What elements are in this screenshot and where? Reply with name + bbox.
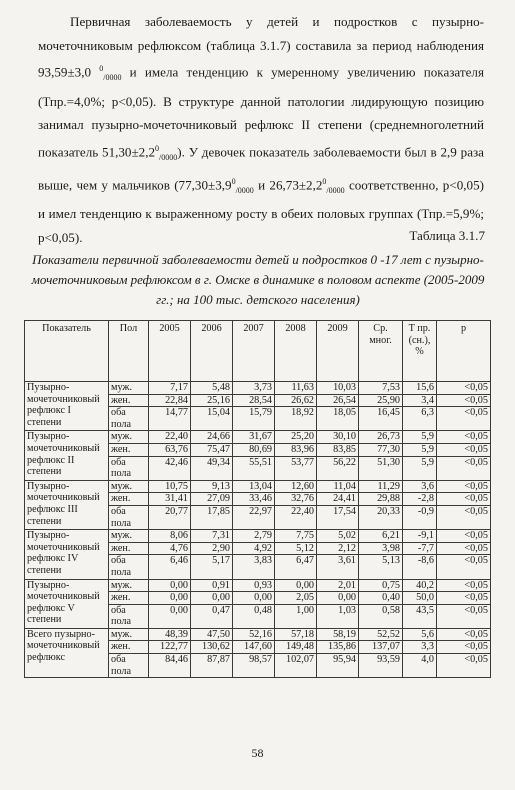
sex-cell: оба пола bbox=[109, 555, 149, 579]
value-cell: 0,91 bbox=[191, 579, 233, 592]
value-cell: <0,05 bbox=[437, 505, 491, 529]
unit-sub: /0000 bbox=[326, 185, 345, 195]
value-cell: 6,3 bbox=[403, 407, 437, 431]
value-cell: 11,63 bbox=[275, 382, 317, 395]
value-cell: 3,61 bbox=[317, 555, 359, 579]
table-caption: Таблица 3.1.7 bbox=[409, 228, 485, 243]
value-cell: 55,51 bbox=[233, 456, 275, 480]
value-cell: 9,13 bbox=[191, 480, 233, 493]
value-cell: 2,90 bbox=[191, 542, 233, 555]
unit-sup: 0 bbox=[99, 64, 104, 74]
sex-cell: оба пола bbox=[109, 407, 149, 431]
value-cell: -2,8 bbox=[403, 493, 437, 506]
value-cell: 30,10 bbox=[317, 431, 359, 444]
indicator-cell: Пузырно-мочеточниковый рефлюкс V степени bbox=[25, 579, 109, 628]
value-cell: <0,05 bbox=[437, 456, 491, 480]
indicator-cell: Пузырно-мочеточниковый рефлюкс III степени bbox=[25, 480, 109, 529]
value-cell: 17,85 bbox=[191, 505, 233, 529]
value-cell: 22,97 bbox=[233, 505, 275, 529]
table-row bbox=[25, 431, 491, 444]
sex-cell: жен. bbox=[109, 493, 149, 506]
paragraph-text-2: и имела тенденцию к умеренному увеличению показателя (Тпр.=4,0%; p<0,05). В структуре данной патологии лидирующую позицию занимал пузырно-мочеточниковый рефлюкс II степени (среднемноголетний показатель 51,30±2,2 bbox=[38, 64, 484, 160]
value-cell: 57,18 bbox=[275, 628, 317, 641]
sex-cell: муж. bbox=[109, 382, 149, 395]
value-cell: 52,16 bbox=[233, 628, 275, 641]
value-cell: 29,88 bbox=[359, 493, 403, 506]
value-cell: 4,0 bbox=[403, 654, 437, 678]
value-cell: 0,75 bbox=[359, 579, 403, 592]
header-cell: 2006 bbox=[191, 321, 233, 382]
value-cell: 84,46 bbox=[149, 654, 191, 678]
indicator-cell: Пузырно-мочеточниковый рефлюкс II степени bbox=[25, 431, 109, 480]
value-cell: 83,85 bbox=[317, 443, 359, 456]
header-cell: 2005 bbox=[149, 321, 191, 382]
header-cell: p bbox=[437, 321, 491, 382]
unit-sup: 0 bbox=[231, 176, 236, 186]
paragraph-text-1: Первичная заболеваемость у детей и подростков с пузырно-мочеточниковым рефлюксом (таблица 3.1.7) составила за период наблюдения 93,59±3,0 bbox=[38, 14, 484, 80]
value-cell: 25,90 bbox=[359, 394, 403, 407]
value-cell: 10,03 bbox=[317, 382, 359, 395]
value-cell: 8,06 bbox=[149, 530, 191, 543]
header-cell: 2008 bbox=[275, 321, 317, 382]
sex-cell: муж. bbox=[109, 579, 149, 592]
value-cell: 7,53 bbox=[359, 382, 403, 395]
value-cell: 14,77 bbox=[149, 407, 191, 431]
indicator-cell: Пузырно-мочеточниковый рефлюкс I степени bbox=[25, 382, 109, 431]
data-table bbox=[24, 320, 491, 678]
value-cell: 20,33 bbox=[359, 505, 403, 529]
value-cell: <0,05 bbox=[437, 407, 491, 431]
value-cell: 5,12 bbox=[275, 542, 317, 555]
value-cell: <0,05 bbox=[437, 604, 491, 628]
value-cell: 0,00 bbox=[317, 592, 359, 605]
table-row bbox=[25, 382, 491, 395]
value-cell: 1,03 bbox=[317, 604, 359, 628]
value-cell: 31,41 bbox=[149, 493, 191, 506]
value-cell: 4,76 bbox=[149, 542, 191, 555]
sex-cell: муж. bbox=[109, 480, 149, 493]
sex-cell: жен. bbox=[109, 394, 149, 407]
value-cell: 147,60 bbox=[233, 641, 275, 654]
value-cell: -7,7 bbox=[403, 542, 437, 555]
value-cell: 0,00 bbox=[149, 579, 191, 592]
value-cell: 17,54 bbox=[317, 505, 359, 529]
value-cell: <0,05 bbox=[437, 654, 491, 678]
table-row bbox=[25, 530, 491, 543]
value-cell: 51,30 bbox=[359, 456, 403, 480]
value-cell: 7,31 bbox=[191, 530, 233, 543]
value-cell: 20,77 bbox=[149, 505, 191, 529]
value-cell: 53,77 bbox=[275, 456, 317, 480]
value-cell: -0,9 bbox=[403, 505, 437, 529]
value-cell: 2,12 bbox=[317, 542, 359, 555]
table-row bbox=[25, 480, 491, 493]
sex-cell: муж. bbox=[109, 431, 149, 444]
value-cell: 52,52 bbox=[359, 628, 403, 641]
value-cell: 43,5 bbox=[403, 604, 437, 628]
value-cell: 31,67 bbox=[233, 431, 275, 444]
value-cell: 11,29 bbox=[359, 480, 403, 493]
unit-sub: /0000 bbox=[159, 152, 178, 162]
value-cell: <0,05 bbox=[437, 592, 491, 605]
value-cell: 5,13 bbox=[359, 555, 403, 579]
sex-cell: жен. bbox=[109, 542, 149, 555]
value-cell: 27,09 bbox=[191, 493, 233, 506]
header-cell: Пол bbox=[109, 321, 149, 382]
value-cell: 77,30 bbox=[359, 443, 403, 456]
value-cell: 6,21 bbox=[359, 530, 403, 543]
value-cell: 0,93 bbox=[233, 579, 275, 592]
value-cell: 48,39 bbox=[149, 628, 191, 641]
table-header-row bbox=[25, 321, 491, 382]
value-cell: -8,6 bbox=[403, 555, 437, 579]
value-cell: 87,87 bbox=[191, 654, 233, 678]
value-cell: 25,16 bbox=[191, 394, 233, 407]
value-cell: 49,34 bbox=[191, 456, 233, 480]
indicator-cell: Всего пузырно-мочеточниковый рефлюкс bbox=[25, 628, 109, 677]
sex-cell: оба пола bbox=[109, 604, 149, 628]
value-cell: 58,19 bbox=[317, 628, 359, 641]
value-cell: <0,05 bbox=[437, 530, 491, 543]
header-cell: Показатель bbox=[25, 321, 109, 382]
sex-cell: жен. bbox=[109, 592, 149, 605]
sex-cell: муж. bbox=[109, 530, 149, 543]
value-cell: 15,79 bbox=[233, 407, 275, 431]
value-cell: 0,40 bbox=[359, 592, 403, 605]
value-cell: <0,05 bbox=[437, 394, 491, 407]
value-cell: 28,54 bbox=[233, 394, 275, 407]
paragraph-text-5: соответственно, p<0,05) и имел тенденцию к выраженному росту в обеих половых группах (Тпр.=5,9%; p<0,05). bbox=[38, 176, 484, 245]
table-title: Показатели первичной заболеваемости детей и подростков 0 -17 лет с пузырно-мочеточниковым рефлюксом в г. Омске в динамике в половом аспекте (2005-2009 гг.; на 100 тыс. детского населения) bbox=[31, 252, 485, 307]
value-cell: 3,4 bbox=[403, 394, 437, 407]
value-cell: <0,05 bbox=[437, 579, 491, 592]
value-cell: 3,83 bbox=[233, 555, 275, 579]
value-cell: 0,00 bbox=[275, 579, 317, 592]
value-cell: 15,04 bbox=[191, 407, 233, 431]
value-cell: 0,00 bbox=[233, 592, 275, 605]
value-cell: 135,86 bbox=[317, 641, 359, 654]
value-cell: 5,6 bbox=[403, 628, 437, 641]
value-cell: 25,20 bbox=[275, 431, 317, 444]
page-number: 58 bbox=[251, 746, 264, 760]
paragraph-text-4: и 26,73±2,2 bbox=[253, 176, 323, 192]
value-cell: <0,05 bbox=[437, 382, 491, 395]
value-cell: 0,00 bbox=[149, 592, 191, 605]
value-cell: 7,75 bbox=[275, 530, 317, 543]
value-cell: 0,00 bbox=[149, 604, 191, 628]
value-cell: 12,60 bbox=[275, 480, 317, 493]
sex-cell: оба пола bbox=[109, 456, 149, 480]
value-cell: <0,05 bbox=[437, 628, 491, 641]
value-cell: 6,46 bbox=[149, 555, 191, 579]
value-cell: 3,73 bbox=[233, 382, 275, 395]
value-cell: 122,77 bbox=[149, 641, 191, 654]
value-cell: 93,59 bbox=[359, 654, 403, 678]
table-row bbox=[25, 579, 491, 592]
value-cell: 13,04 bbox=[233, 480, 275, 493]
value-cell: 149,48 bbox=[275, 641, 317, 654]
value-cell: 16,45 bbox=[359, 407, 403, 431]
value-cell: 50,0 bbox=[403, 592, 437, 605]
value-cell: 56,22 bbox=[317, 456, 359, 480]
value-cell: 22,40 bbox=[149, 431, 191, 444]
value-cell: 26,73 bbox=[359, 431, 403, 444]
value-cell: 3,98 bbox=[359, 542, 403, 555]
value-cell: 102,07 bbox=[275, 654, 317, 678]
header-cell: 2009 bbox=[317, 321, 359, 382]
unit-sub: /0000 bbox=[103, 73, 122, 83]
header-cell: T пр. (сн.), % bbox=[403, 321, 437, 382]
value-cell: 2,79 bbox=[233, 530, 275, 543]
value-cell: 15,6 bbox=[403, 382, 437, 395]
value-cell: 5,02 bbox=[317, 530, 359, 543]
value-cell: 3,3 bbox=[403, 641, 437, 654]
value-cell: 22,84 bbox=[149, 394, 191, 407]
value-cell: <0,05 bbox=[437, 555, 491, 579]
value-cell: 47,50 bbox=[191, 628, 233, 641]
value-cell: <0,05 bbox=[437, 480, 491, 493]
value-cell: 26,62 bbox=[275, 394, 317, 407]
sex-cell: жен. bbox=[109, 443, 149, 456]
value-cell: 63,76 bbox=[149, 443, 191, 456]
value-cell: 18,92 bbox=[275, 407, 317, 431]
unit-sub: /0000 bbox=[235, 185, 254, 195]
value-cell: <0,05 bbox=[437, 641, 491, 654]
value-cell: 24,66 bbox=[191, 431, 233, 444]
value-cell: 32,76 bbox=[275, 493, 317, 506]
value-cell: 42,46 bbox=[149, 456, 191, 480]
value-cell: 2,05 bbox=[275, 592, 317, 605]
value-cell: <0,05 bbox=[437, 542, 491, 555]
header-cell: 2007 bbox=[233, 321, 275, 382]
header-cell: Ср. мног. bbox=[359, 321, 403, 382]
unit-sup: 0 bbox=[155, 143, 160, 153]
value-cell: 75,47 bbox=[191, 443, 233, 456]
value-cell: 11,04 bbox=[317, 480, 359, 493]
value-cell: 6,47 bbox=[275, 555, 317, 579]
unit-sup: 0 bbox=[322, 176, 327, 186]
value-cell: <0,05 bbox=[437, 493, 491, 506]
value-cell: 0,00 bbox=[191, 592, 233, 605]
value-cell: 18,05 bbox=[317, 407, 359, 431]
value-cell: <0,05 bbox=[437, 431, 491, 444]
table-row bbox=[25, 628, 491, 641]
value-cell: 7,17 bbox=[149, 382, 191, 395]
value-cell: 5,48 bbox=[191, 382, 233, 395]
value-cell: 4,92 bbox=[233, 542, 275, 555]
value-cell: 1,00 bbox=[275, 604, 317, 628]
value-cell: 10,75 bbox=[149, 480, 191, 493]
table-body bbox=[25, 382, 491, 678]
value-cell: 40,2 bbox=[403, 579, 437, 592]
value-cell: 22,40 bbox=[275, 505, 317, 529]
value-cell: 24,41 bbox=[317, 493, 359, 506]
value-cell: -9,1 bbox=[403, 530, 437, 543]
value-cell: 26,54 bbox=[317, 394, 359, 407]
value-cell: 83,96 bbox=[275, 443, 317, 456]
value-cell: 3,6 bbox=[403, 480, 437, 493]
value-cell: 5,9 bbox=[403, 443, 437, 456]
value-cell: 0,58 bbox=[359, 604, 403, 628]
value-cell: 130,62 bbox=[191, 641, 233, 654]
value-cell: 95,94 bbox=[317, 654, 359, 678]
value-cell: 0,48 bbox=[233, 604, 275, 628]
sex-cell: оба пола bbox=[109, 654, 149, 678]
value-cell: 0,47 bbox=[191, 604, 233, 628]
value-cell: 137,07 bbox=[359, 641, 403, 654]
value-cell: <0,05 bbox=[437, 443, 491, 456]
value-cell: 33,46 bbox=[233, 493, 275, 506]
value-cell: 80,69 bbox=[233, 443, 275, 456]
value-cell: 98,57 bbox=[233, 654, 275, 678]
value-cell: 5,9 bbox=[403, 456, 437, 480]
value-cell: 2,01 bbox=[317, 579, 359, 592]
paragraph-text-3: ). У девочек показатель заболеваемости был в 2,9 раза выше, чем у мальчиков (77,30±3,9 bbox=[38, 144, 484, 192]
value-cell: 5,17 bbox=[191, 555, 233, 579]
sex-cell: оба пола bbox=[109, 505, 149, 529]
body-paragraph bbox=[38, 10, 484, 249]
value-cell: 5,9 bbox=[403, 431, 437, 444]
sex-cell: муж. bbox=[109, 628, 149, 641]
indicator-cell: Пузырно-мочеточниковый рефлюкс IV степени bbox=[25, 530, 109, 579]
sex-cell: жен. bbox=[109, 641, 149, 654]
